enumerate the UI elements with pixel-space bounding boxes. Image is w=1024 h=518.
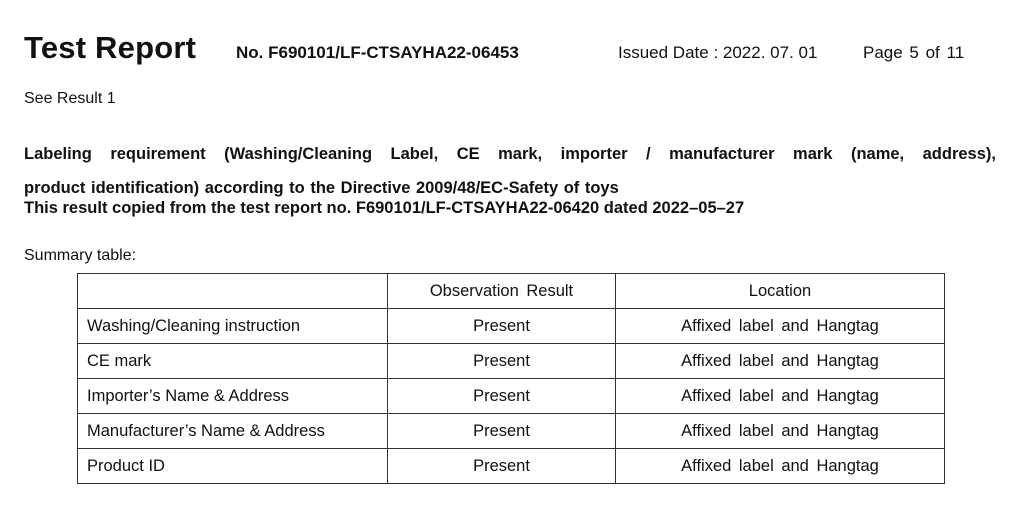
report-number: No. F690101/LF-CTSAYHA22-06453 [236, 43, 519, 62]
table-cell: Affixed label and Hangtag [616, 379, 945, 414]
table-cell: CE mark [78, 344, 388, 379]
table-header-cell [78, 274, 388, 309]
summary-table-label: Summary table: [24, 247, 137, 264]
page-number: Page 5 of 11 [863, 43, 965, 62]
labeling-requirement [24, 137, 996, 205]
table-cell: Affixed label and Hangtag [616, 449, 945, 484]
table-cell: Present [388, 449, 616, 484]
table-cell: Present [388, 344, 616, 379]
table-cell: Importer’s Name & Address [78, 379, 388, 414]
table-cell: Manufacturer’s Name & Address [78, 414, 388, 449]
table-cell: Washing/Cleaning instruction [78, 309, 388, 344]
table-row [78, 309, 945, 344]
summary-table [77, 273, 945, 484]
table-header-row [78, 274, 945, 309]
table-row [78, 344, 945, 379]
requirement-line-2: product identification) according to the Directive 2009/48/EC-Safety of toys [24, 179, 619, 197]
table-cell: Affixed label and Hangtag [616, 414, 945, 449]
issued-date: Issued Date : 2022. 07. 01 [618, 43, 818, 62]
report-title: Test Report [24, 30, 197, 65]
table-header-cell: Observation Result [388, 274, 616, 309]
table-cell: Product ID [78, 449, 388, 484]
requirement-line-1: Labeling requirement (Washing/Cleaning Label, CE mark, importer / manufacturer mark (name, address), [24, 145, 996, 163]
copied-result-note: This result copied from the test report no. F690101/LF-CTSAYHA22-06420 dated 2022–05–27 [24, 199, 745, 217]
table-row [78, 414, 945, 449]
see-result-label: See Result 1 [24, 90, 116, 107]
table-cell: Affixed label and Hangtag [616, 344, 945, 379]
table-header-cell: Location [616, 274, 945, 309]
table-row [78, 449, 945, 484]
table-row [78, 379, 945, 414]
table-cell: Present [388, 414, 616, 449]
table-cell: Affixed label and Hangtag [616, 309, 945, 344]
table-cell: Present [388, 379, 616, 414]
table-cell: Present [388, 309, 616, 344]
